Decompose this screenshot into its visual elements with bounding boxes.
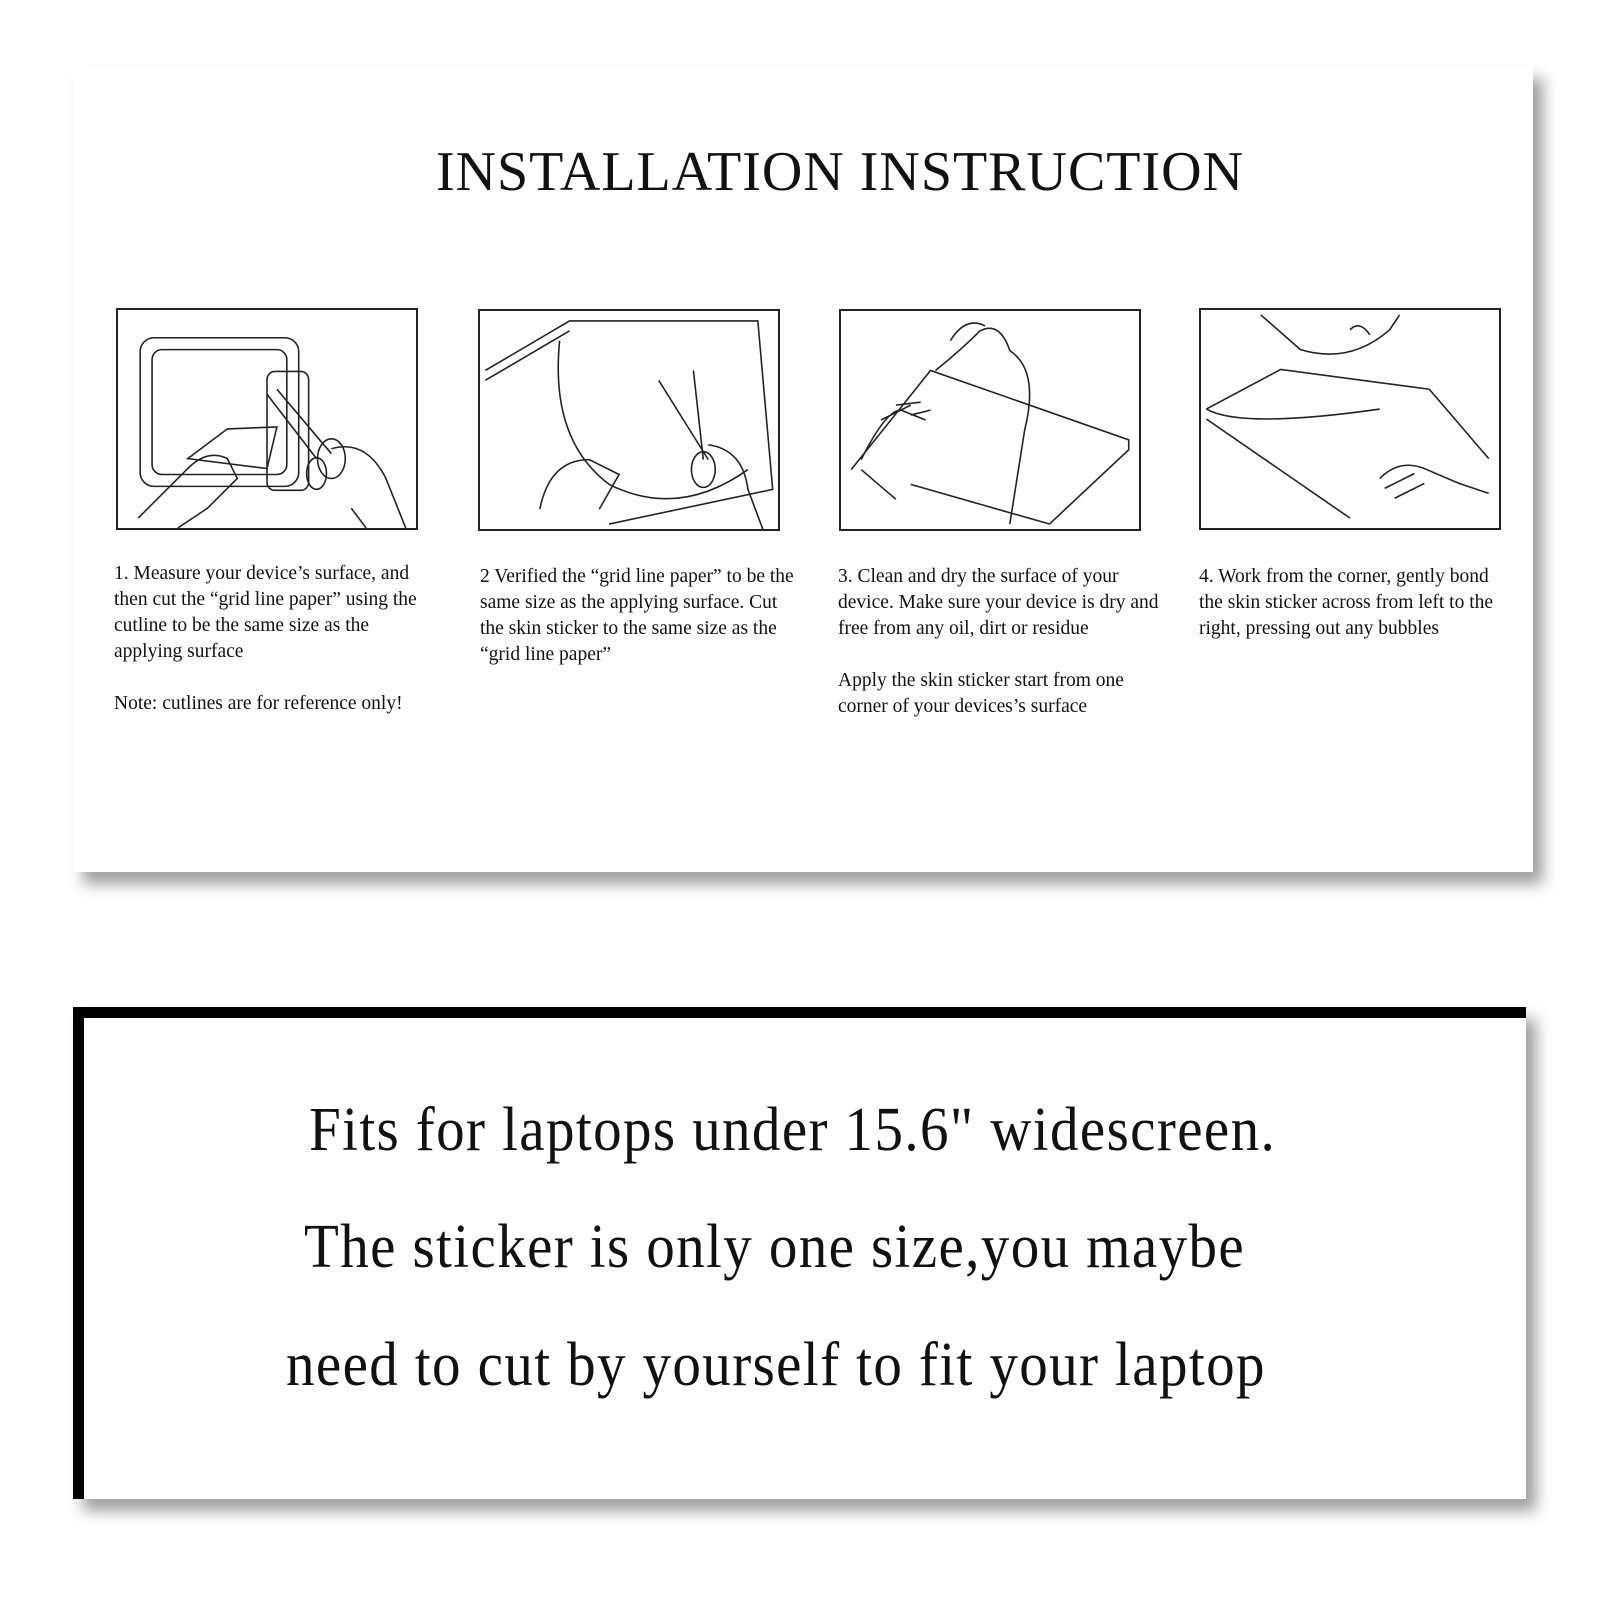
step-2-description: 2 Verified the “grid line paper” to be the same size as the applying surface. Cut the skin sticker to the same size as the “grid line paper”	[480, 566, 794, 665]
apply-corner-illustration-icon	[839, 309, 1141, 531]
step-4-description: 4. Work from the corner, gently bond the skin sticker across from left to the right, pressing out any bubbles	[1199, 566, 1494, 639]
step-2-text	[480, 564, 798, 668]
fit-notice-line-1: Fits for laptops under 15.6" widescreen.	[309, 1096, 1277, 1164]
instruction-title: INSTALLATION INSTRUCTION	[435, 141, 1245, 203]
smooth-bubbles-illustration-icon	[1199, 308, 1501, 530]
scissors-cut-illustration-icon	[478, 309, 780, 531]
step-3-description: 3. Clean and dry the surface of your device. Make sure your device is dry and free from any oil, dirt or residue	[838, 566, 1159, 639]
step-1-note: Note: cutlines are for reference only!	[114, 693, 403, 714]
fit-notice-line-2: The sticker is only one size,you maybe	[304, 1213, 1246, 1281]
step-3-text	[838, 564, 1168, 720]
fit-notice-line-3: need to cut by yourself to fit your laptop	[286, 1331, 1266, 1399]
measure-cut-illustration-icon	[116, 308, 418, 530]
step-4-text	[1199, 564, 1499, 642]
step-1-text	[114, 561, 434, 717]
step-3-note: Apply the skin sticker start from one corner of your devices’s surface	[838, 670, 1124, 717]
step-1-description: 1. Measure your device’s surface, and then cut the “grid line paper” using the cutline to be the same size as the applying surface	[114, 563, 417, 662]
